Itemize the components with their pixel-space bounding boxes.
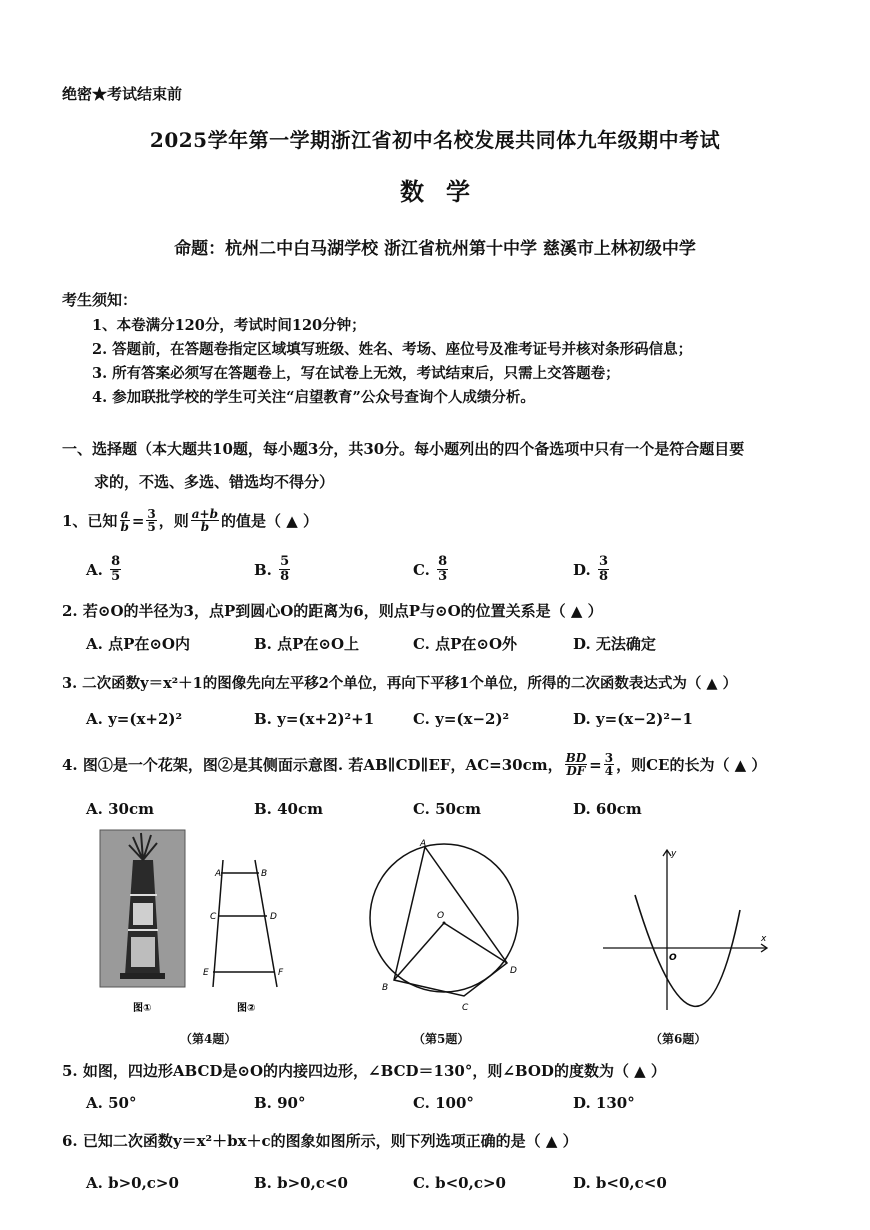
q6-option-a: A. b>0,c>0	[86, 1174, 179, 1192]
q1-option-b: B. $\frac{5}{8}$	[254, 554, 290, 584]
question-4	[62, 752, 766, 777]
confidential-label: 绝密★考试结束前	[62, 85, 183, 103]
q1-suffix: 的值是（ ▲ ）	[221, 512, 318, 530]
q5-option-b: B. 90°	[254, 1094, 306, 1112]
parabola-curve	[635, 895, 740, 1006]
caption-q5: （第5题）	[413, 1032, 470, 1046]
label-A: A	[420, 839, 427, 849]
caption-q6: （第6题）	[650, 1032, 707, 1046]
label-B: B	[261, 869, 268, 879]
fig2-label: 图②	[237, 1003, 256, 1014]
figure-5	[360, 830, 530, 1020]
q4-suffix: ，则CE的长为（ ▲ ）	[616, 756, 767, 774]
exam-title: 2025学年第一学期浙江省初中名校发展共同体九年级期中考试	[149, 128, 721, 152]
q5-option-a: A. 50°	[86, 1094, 137, 1112]
authors-line: 命题：杭州二中白马湖学校 浙江省杭州第十中学 慈溪市上林初级中学	[174, 239, 696, 259]
q4-equals: =	[589, 755, 602, 774]
section-heading: 一、选择题（本大题共10题，每小题3分，共30分。每小题列出的四个备选项中只有一个是符合题目要	[62, 440, 745, 458]
q1-equals: =	[131, 511, 145, 530]
q4-fraction-3-4: $\frac{3}{4}$	[604, 751, 614, 778]
q2-option-c: C. 点P在⊙O外	[413, 635, 518, 653]
q3-option-d: D. y=(x−2)²−1	[573, 710, 693, 728]
notice-item: 2. 答题前，在答题卷指定区域填写班级、姓名、考场、座位号及准考证号并核对条形码信息；	[92, 341, 693, 358]
section-heading-cont: 求的，不选、多选、错选均不得分）	[94, 473, 335, 491]
flower-rack-photo	[100, 830, 185, 987]
axis-y-label: y	[671, 849, 677, 859]
inscribed-quadrilateral	[394, 847, 507, 996]
q1-option-a: A. $\frac{8}{5}$	[86, 554, 121, 584]
q4-option-c: C. 50cm	[413, 800, 481, 818]
q2-option-d: D. 无法确定	[573, 635, 656, 653]
label-C: C	[462, 1003, 469, 1013]
q2-option-b: B. 点P在⊙O上	[254, 635, 360, 653]
origin-label: O	[669, 953, 677, 963]
q1-fraction-a-b: $\frac{a}{b}$	[120, 507, 129, 534]
question-6: 6. 已知二次函数y＝x²＋bx＋c的图象如图所示，则下列选项正确的是（ ▲ ）	[62, 1132, 578, 1150]
caption-q4: （第4题）	[180, 1032, 237, 1046]
q3-option-a: A. y=(x+2)²	[86, 710, 183, 728]
question-5: 5. 如图，四边形ABCD是⊙O的内接四边形，∠BCD＝130°，则∠BOD的度数为（ ▲ ）	[62, 1062, 666, 1080]
label-D: D	[510, 966, 517, 976]
ladder-diagram	[213, 860, 277, 987]
q1-option-d: D. $\frac{3}{8}$	[573, 554, 608, 584]
label-D: D	[270, 912, 277, 922]
question-2: 2. 若⊙O的半径为3，点P到圆心O的距离为6，则点P与⊙O的位置关系是（ ▲ ）	[62, 602, 603, 620]
q4-prefix: 4. 图①是一个花架，图②是其侧面示意图. 若AB∥CD∥EF，AC=30cm，	[62, 756, 563, 774]
q4-option-b: B. 40cm	[254, 800, 324, 818]
notice-item: 4. 参加联批学校的学生可关注“启望教育”公众号查询个人成绩分析。	[92, 389, 535, 406]
q6-option-d: D. b<0,c<0	[573, 1174, 667, 1192]
label-O: O	[437, 911, 445, 921]
q4-fraction-bd-df: $\frac{BD}{DF}$	[565, 751, 587, 778]
q1-fraction-3-5: $\frac{3}{5}$	[147, 507, 156, 534]
notice-item: 3. 所有答案必须写在答题卷上，写在试卷上无效，考试结束后，只需上交答题卷；	[92, 365, 620, 382]
label-B: B	[382, 983, 389, 993]
figure-4	[95, 825, 305, 1025]
subject-title: 数学	[400, 177, 492, 206]
axes	[603, 850, 767, 1010]
fig1-label: 图①	[133, 1003, 152, 1014]
axis-x-label: x	[761, 934, 767, 944]
q4-option-a: A. 30cm	[86, 800, 154, 818]
label-E: E	[203, 968, 209, 978]
q2-option-a: A. 点P在⊙O内	[86, 635, 190, 653]
q3-option-c: C. y=(x−2)²	[413, 710, 510, 728]
question-3: 3. 二次函数y＝x²＋1的图像先向左平移2个单位，再向下平移1个单位，所得的二次函数表达式为（ ▲ ）	[62, 675, 738, 692]
q5-option-d: D. 130°	[573, 1094, 635, 1112]
q3-option-b: B. y=(x+2)²+1	[254, 710, 375, 728]
q1-fraction-apb-b: $\frac{a+b}{b}$	[191, 507, 219, 534]
notice-heading: 考生须知：	[62, 291, 138, 309]
label-A: A	[215, 869, 222, 879]
notice-item: 1、本卷满分120分，考试时间120分钟；	[92, 317, 366, 334]
q5-option-c: C. 100°	[413, 1094, 474, 1112]
q1-mid: ，则	[158, 512, 189, 530]
question-1	[62, 508, 318, 533]
label-C: C	[210, 912, 217, 922]
q1-prefix: 1、已知	[62, 512, 118, 530]
label-F: F	[278, 968, 284, 978]
figure-6	[595, 840, 780, 1020]
q6-option-b: B. b>0,c<0	[254, 1174, 348, 1192]
q6-option-c: C. b<0,c>0	[413, 1174, 506, 1192]
q1-option-c: C. $\frac{8}{3}$	[413, 554, 448, 584]
q4-option-d: D. 60cm	[573, 800, 642, 818]
